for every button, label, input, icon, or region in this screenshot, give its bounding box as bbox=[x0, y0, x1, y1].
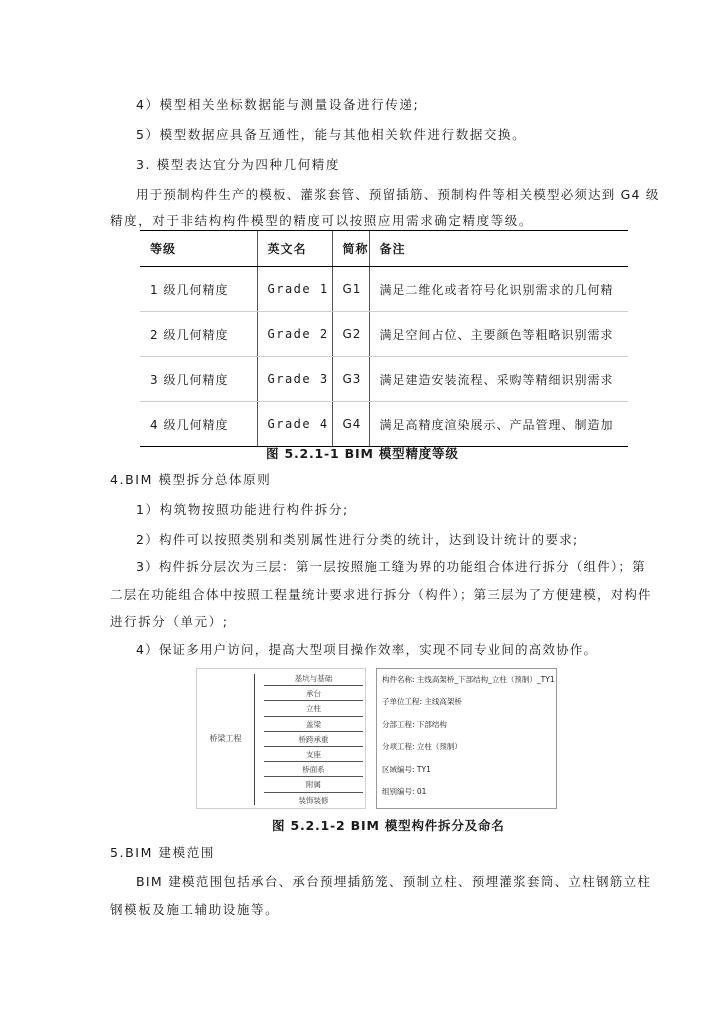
grade-cell: 2 级几何精度 bbox=[140, 312, 257, 357]
section-5-heading: 5.BIM 建模范围 bbox=[110, 845, 215, 860]
precision-table bbox=[140, 230, 628, 447]
table-header-row bbox=[140, 231, 628, 267]
tree-item: 支座 bbox=[264, 747, 363, 762]
section-3-heading: 3. 模型表达宜分为四种几何精度 bbox=[136, 157, 341, 172]
english-name-cell: Grade 2 bbox=[257, 312, 332, 357]
tree-item: 承台 bbox=[264, 686, 363, 701]
section-5-paragraph-2: 钢模板及施工辅助设施等。 bbox=[110, 902, 280, 917]
naming-zone-code: 区域编号: TY1 bbox=[382, 764, 431, 774]
grade-cell: 4 级几何精度 bbox=[140, 402, 257, 447]
section-5-paragraph-1: BIM 建模范围包括承台、承台预埋插筋笼、预制立柱、预埋灌浆套筒、立柱钢筋立柱 bbox=[136, 874, 652, 889]
abbreviation-cell: G4 bbox=[332, 402, 369, 447]
table-row bbox=[140, 312, 628, 357]
tree-item: 立柱 bbox=[264, 701, 363, 716]
remarks-cell: 满足高精度渲染展示、产品管理、制造加 bbox=[369, 402, 628, 447]
tree-item: 基坑与基础 bbox=[264, 671, 363, 686]
table-row bbox=[140, 357, 628, 402]
header-remarks: 备注 bbox=[369, 231, 628, 267]
decomposition-tree bbox=[196, 668, 366, 809]
abbreviation-cell: G1 bbox=[332, 267, 369, 312]
section-4-item: 2）构件可以按照类别和类别属性进行分类的统计，达到设计统计的要求; bbox=[136, 532, 579, 547]
abbreviation-cell: G3 bbox=[332, 357, 369, 402]
section-4-item-continued: 进行拆分（单元）; bbox=[110, 614, 229, 629]
section-4-item: 3）构件拆分层次为三层：第一层按照施工缝为界的功能组合体进行拆分（组件）；第 bbox=[136, 559, 646, 574]
english-name-cell: Grade 4 bbox=[257, 402, 332, 447]
remarks-cell: 满足空间占位、主要颜色等粗略识别需求 bbox=[369, 312, 628, 357]
tree-item: 附属 bbox=[264, 777, 363, 792]
tree-item: 桥跨承重 bbox=[264, 732, 363, 747]
naming-division: 分部工程: 下部结构 bbox=[382, 719, 447, 729]
section-4-heading: 4.BIM 模型拆分总体原则 bbox=[110, 472, 272, 487]
naming-panel bbox=[376, 668, 557, 809]
tree-item: 盖梁 bbox=[264, 717, 363, 732]
header-english-name: 英文名 bbox=[257, 231, 332, 267]
tree-list bbox=[264, 671, 363, 808]
table-row bbox=[140, 267, 628, 312]
header-grade: 等级 bbox=[140, 231, 257, 267]
abbreviation-cell: G2 bbox=[332, 312, 369, 357]
paragraph-item-4: 4）模型相关坐标数据能与测量设备进行传递; bbox=[136, 97, 420, 112]
figure-caption-decomposition: 图 5.2.1-2 BIM 模型构件拆分及命名 bbox=[272, 818, 505, 833]
paragraph-item-5: 5）模型数据应具备互通性，能与其他相关软件进行数据交换。 bbox=[136, 127, 527, 142]
table-row bbox=[140, 402, 628, 447]
section-4-item-continued: 二层在功能组合体中按照工程量统计要求进行拆分（构件）；第三层为了方便建模，对构件 bbox=[110, 587, 652, 602]
tree-item: 桥面系 bbox=[264, 762, 363, 777]
remarks-cell: 满足二维化或者符号化识别需求的几何精 bbox=[369, 267, 628, 312]
remarks-cell: 满足建造安装流程、采购等精细识别需求 bbox=[369, 357, 628, 402]
section-4-item: 1）构筑物按照功能进行构件拆分; bbox=[136, 502, 349, 517]
tree-root-label: 桥梁工程 bbox=[209, 734, 242, 743]
figure-caption-precision: 图 5.2.1-1 BIM 模型精度等级 bbox=[266, 446, 459, 461]
naming-group-code: 组别编号: 01 bbox=[382, 786, 427, 796]
paragraph-precision-1: 用于预制构件生产的模板、灌浆套管、预留插筋、预制构件等相关模型必须达到 G4 级 bbox=[136, 187, 660, 202]
tree-item: 装饰装修 bbox=[298, 795, 329, 805]
english-name-cell: Grade 1 bbox=[257, 267, 332, 312]
grade-cell: 3 级几何精度 bbox=[140, 357, 257, 402]
paragraph-precision-2: 精度，对于非结构构件模型的精度可以按照应用需求确定精度等级。 bbox=[110, 213, 534, 228]
naming-subdivision: 分项工程: 立柱（预制） bbox=[382, 742, 462, 752]
grade-cell: 1 级几何精度 bbox=[140, 267, 257, 312]
english-name-cell: Grade 3 bbox=[257, 357, 332, 402]
section-4-item: 4）保证多用户访问，提高大型项目操作效率，实现不同专业间的高效协作。 bbox=[136, 642, 598, 657]
naming-sub-unit: 子单位工程: 主线高架桥 bbox=[382, 697, 462, 707]
header-abbreviation: 简称 bbox=[332, 231, 369, 267]
naming-component-name: 构件名称: 主线高架桥_下部结构_立柱（预制）_TY1 bbox=[382, 675, 555, 684]
